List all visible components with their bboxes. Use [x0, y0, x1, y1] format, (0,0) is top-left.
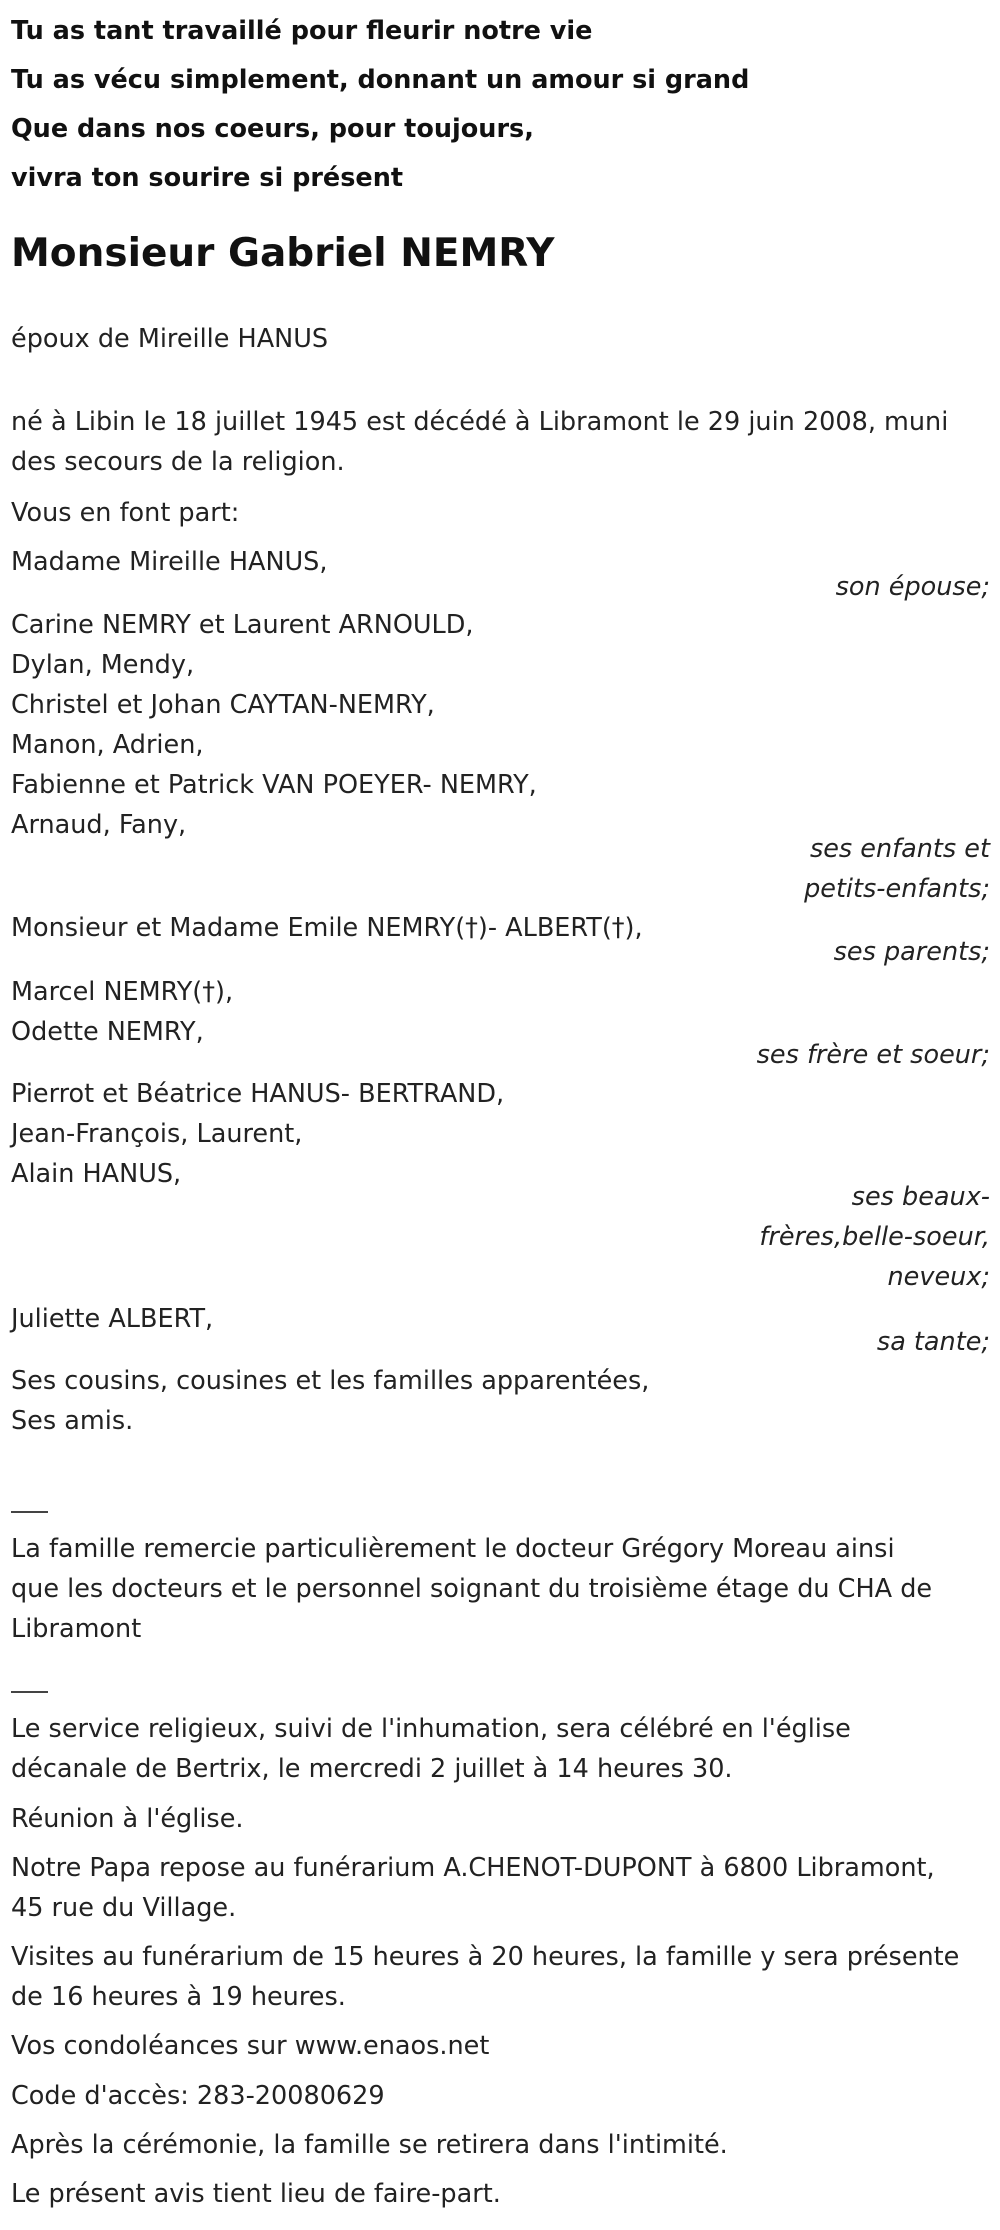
service-info: Le service religieux, suivi de l'inhumation, sera célébré en l'église décanale de Bertrix, le mercredi 2 juillet à 14 heures 30. — [11, 1714, 851, 1784]
access-code: Code d'accès: 283-20080629 — [11, 2081, 385, 2111]
family-role-children: ses enfants et petits-enfants; — [804, 834, 990, 904]
rest-location: Notre Papa repose au funérarium A.CHENOT-DUPONT à 6800 Libramont, 45 rue du Village. — [11, 1853, 935, 1923]
notice: Le présent avis tient lieu de faire-part. — [11, 2179, 501, 2209]
announcement-intro: Vous en font part: — [11, 498, 240, 528]
visiting-hours: Visites au funérarium de 15 heures à 20 heures, la famille y sera présente de 16 heures à 19 heures. — [11, 1942, 960, 2012]
poem-line: vivra ton sourire si présent — [11, 163, 404, 193]
family-role-spouse: son épouse; — [835, 572, 990, 602]
family-names-children: Carine NEMRY et Laurent ARNOULD, Dylan, Mendy, Christel et Johan CAYTAN-NEMRY, Manon, Adrien, Fabienne et Patrick VAN POEYER- NEMRY, Arnaud, Fany, — [11, 610, 537, 840]
poem-line: Tu as vécu simplement, donnant un amour si grand — [11, 65, 750, 95]
family-role-aunt: sa tante; — [876, 1327, 990, 1357]
poem — [11, 7, 991, 203]
birth-death-info: né à Libin le 18 juillet 1945 est décédé à Libramont le 29 juin 2008, muni des secours de la religion. — [11, 407, 949, 477]
meeting-info: Réunion à l'église. — [11, 1804, 244, 1834]
family-names-in-laws: Pierrot et Béatrice HANUS- BERTRAND, Jean-François, Laurent, Alain HANUS, — [11, 1079, 505, 1189]
poem-line: Que dans nos coeurs, pour toujours, — [11, 114, 534, 144]
separator — [11, 1511, 48, 1513]
family-names-spouse: Madame Mireille HANUS, — [11, 547, 328, 577]
after-ceremony: Après la cérémonie, la famille se retirera dans l'intimité. — [11, 2130, 728, 2160]
spouse-line: époux de Mireille HANUS — [11, 324, 329, 354]
family-role-in-laws: ses beaux- frères,belle-soeur, neveux; — [759, 1182, 990, 1292]
family-names-siblings: Marcel NEMRY(†), Odette NEMRY, — [11, 977, 234, 1047]
separator — [11, 1691, 48, 1693]
deceased-name: Monsieur Gabriel NEMRY — [11, 231, 555, 276]
family-names-cousins-friends: Ses cousins, cousines et les familles apparentées, Ses amis. — [11, 1366, 650, 1436]
thanks-paragraph: La famille remercie particulièrement le docteur Grégory Moreau ainsi que les docteurs et le personnel soignant du troisième étage du CHA de Libramont — [11, 1534, 933, 1644]
family-role-siblings: ses frère et soeur; — [756, 1040, 990, 1070]
condolences-info: Vos condoléances sur www.enaos.net — [11, 2031, 490, 2061]
family-names-parents: Monsieur et Madame Emile NEMRY(†)- ALBERT(†), — [11, 913, 643, 943]
family-role-parents: ses parents; — [833, 937, 990, 967]
poem-line: Tu as tant travaillé pour fleurir notre vie — [11, 16, 593, 46]
family-names-aunt: Juliette ALBERT, — [11, 1304, 214, 1334]
